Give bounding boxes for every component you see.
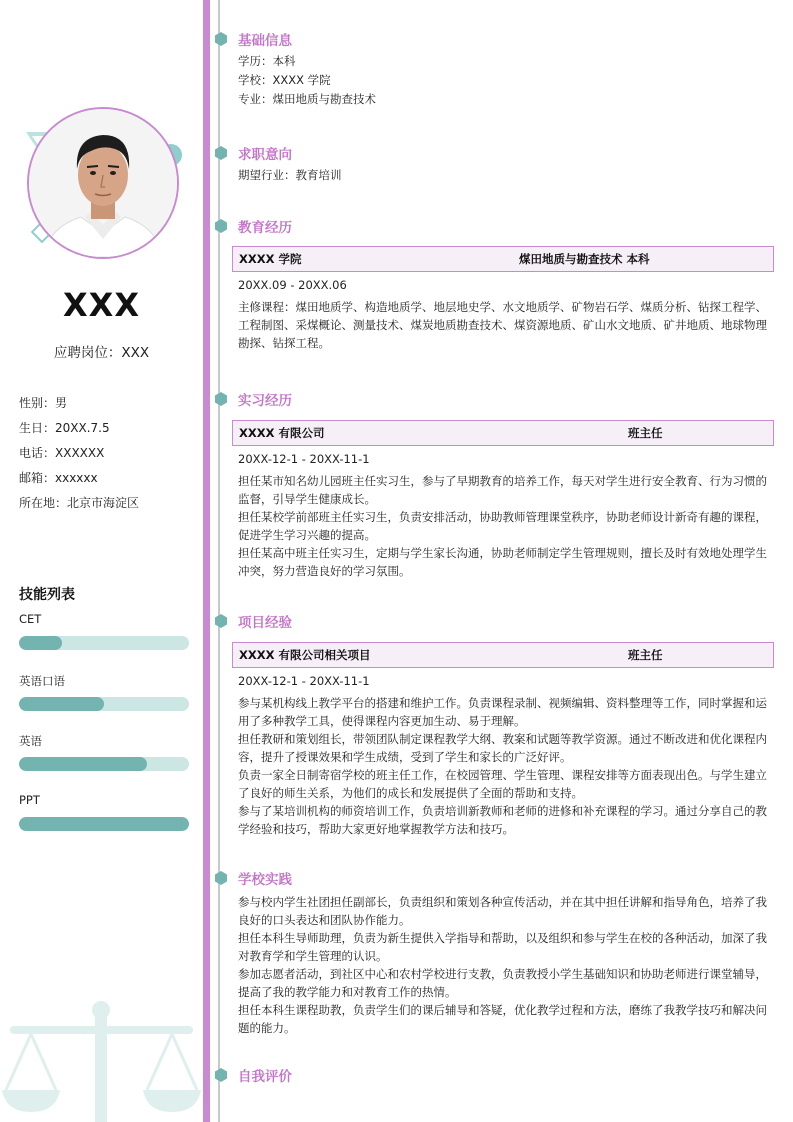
education-header-box xyxy=(232,246,774,272)
info-phone: 电话：XXXXXX xyxy=(19,446,105,460)
hexagon-bullet-icon xyxy=(214,1068,228,1082)
internship-content xyxy=(238,450,772,580)
section-title: 自我评价 xyxy=(238,1069,292,1085)
skill-progress-track xyxy=(19,636,189,650)
scale-balance-icon xyxy=(0,1000,203,1122)
section-title: 教育经历 xyxy=(238,220,292,236)
skill-label: PPT xyxy=(19,793,40,807)
section-header-self xyxy=(214,1065,292,1085)
skill-item xyxy=(19,793,189,831)
sidebar-divider-bar xyxy=(203,0,210,1122)
sidebar xyxy=(0,0,203,1122)
education-school: XXXX 学院 xyxy=(239,252,302,266)
hexagon-bullet-icon xyxy=(214,146,228,160)
practice-content xyxy=(238,893,772,1037)
section-title: 学校实践 xyxy=(238,872,292,888)
project-content xyxy=(238,672,772,838)
internship-company: XXXX 有限公司 xyxy=(239,426,325,440)
basic-info-content xyxy=(238,52,772,109)
skill-label: CET xyxy=(19,612,42,626)
intent-content xyxy=(238,166,772,185)
skill-progress-track xyxy=(19,817,189,831)
education-courses: 主修课程：煤田地质学、构造地质学、地层地史学、水文地质学、矿物岩石学、煤质分析、钻探工程学、工程制图、采煤概论、测量技术、煤炭地质勘查技术、煤资源地质、矿山水文地质、矿井地质、地球物理勘探、钻探工程。 xyxy=(238,300,767,350)
project-role: 班主任 xyxy=(628,648,663,662)
skill-progress-fill xyxy=(19,697,104,711)
skill-progress-track xyxy=(19,697,189,711)
personal-info xyxy=(19,393,139,518)
project-name: XXXX 有限公司相关项目 xyxy=(239,648,371,662)
project-item: 参与某机构线上教学平台的搭建和维护工作。负责课程录制、视频编辑、资料整理等工作，同时掌握和运用了多种教学工具，使得课程内容更加生动、易于理解。 xyxy=(238,696,767,728)
skill-progress-fill xyxy=(19,757,147,771)
expected-industry: 期望行业：教育培训 xyxy=(238,168,342,182)
section-title: 基础信息 xyxy=(238,33,292,49)
hexagon-bullet-icon xyxy=(214,871,228,885)
internship-item: 担任某校学前部班主任实习生，负责安排活动，协助教师管理课堂秩序，协助老师设计新奇有趣的课程，促进学生学习兴趣的提高。 xyxy=(238,510,767,542)
section-title: 项目经验 xyxy=(238,615,292,631)
timeline-line xyxy=(218,0,220,1122)
candidate-name: XXX xyxy=(62,286,140,324)
section-title: 实习经历 xyxy=(238,393,292,409)
project-item: 担任教研和策划组长，带领团队制定课程教学大纲、教案和试题等教学资源。通过不断改进和优化课程内容，提升了授课效果和学生成绩，受到了学生和家长的广泛好评。 xyxy=(238,732,767,764)
project-item: 负责一家全日制寄宿学校的班主任工作，在校园管理、学生管理、课程安排等方面表现出色。与学生建立了良好的师生关系，为他们的成长和发展提供了全面的帮助和支持。 xyxy=(238,768,767,800)
internship-item: 担任某市知名幼儿园班主任实习生，参与了早期教育的培养工作，每天对学生进行安全教育、行为习惯的监督，引导学生健康成长。 xyxy=(238,474,767,506)
section-header-basic xyxy=(214,29,292,49)
skill-label: 英语 xyxy=(19,734,42,748)
practice-item: 参与校内学生社团担任副部长，负责组织和策划各种宣传活动，并在其中担任讲解和指导角色，培养了我良好的口头表达和团队协作能力。 xyxy=(238,895,767,927)
info-location: 所在地：北京市海淀区 xyxy=(19,496,140,510)
project-period: 20XX-12-1 - 20XX-11-1 xyxy=(238,674,370,688)
section-header-education xyxy=(214,216,292,236)
education-period: 20XX.09 - 20XX.06 xyxy=(238,278,347,292)
section-header-practice xyxy=(214,868,292,888)
info-birthday: 生日：20XX.7.5 xyxy=(19,421,110,435)
skill-item xyxy=(19,612,189,650)
internship-item: 担任某高中班主任实习生，定期与学生家长沟通，协助老师制定学生管理规则，擅长及时有效地处理学生冲突，努力营造良好的学习氛围。 xyxy=(238,546,767,578)
skill-item xyxy=(19,673,189,711)
info-email: 邮箱：xxxxxx xyxy=(19,471,98,485)
section-title: 求职意向 xyxy=(238,147,292,163)
practice-item: 担任本科生课程助教，负责学生们的课后辅导和答疑，优化教学过程和方法，磨练了我教学技巧和解决问题的能力。 xyxy=(238,1003,767,1035)
major-name: 专业：煤田地质与勘查技术 xyxy=(238,92,376,106)
hexagon-bullet-icon xyxy=(214,219,228,233)
school-name: 学校：XXXX 学院 xyxy=(238,73,331,87)
skills-title: 技能列表 xyxy=(19,587,75,603)
education-level: 学历：本科 xyxy=(238,54,296,68)
section-header-intent xyxy=(214,143,292,163)
education-content xyxy=(238,276,772,352)
internship-role: 班主任 xyxy=(628,426,663,440)
practice-item: 参加志愿者活动，到社区中心和农村学校进行支教，负责教授小学生基础知识和协助老师进行课堂辅导，提高了我的教学能力和对教育工作的热情。 xyxy=(238,967,767,999)
skill-item xyxy=(19,733,189,771)
project-item: 参与了某培训机构的师资培训工作，负责培训新教师和老师的进修和补充课程的学习。通过分享自己的教学经验和技巧，帮助大家更好地掌握教学方法和技巧。 xyxy=(238,804,767,836)
skill-progress-track xyxy=(19,757,189,771)
education-major-degree: 煤田地质与勘查技术 本科 xyxy=(519,252,650,266)
internship-header-box xyxy=(232,420,774,446)
practice-item: 担任本科生导师助理，负责为新生提供入学指导和帮助，以及组织和参与学生在校的各种活动，加深了我对教育学和学生管理的认识。 xyxy=(238,931,767,963)
skill-label: 英语口语 xyxy=(19,674,65,688)
hexagon-bullet-icon xyxy=(214,614,228,628)
section-header-project xyxy=(214,611,292,631)
skill-progress-fill xyxy=(19,817,189,831)
info-gender: 性别：男 xyxy=(19,396,68,410)
project-header-box xyxy=(232,642,774,668)
hexagon-bullet-icon xyxy=(214,392,228,406)
skill-progress-fill xyxy=(19,636,62,650)
applied-position: 应聘岗位：XXX xyxy=(53,345,150,361)
section-header-internship xyxy=(214,389,292,409)
internship-period: 20XX-12-1 - 20XX-11-1 xyxy=(238,452,370,466)
avatar-photo xyxy=(27,107,179,259)
hexagon-bullet-icon xyxy=(214,32,228,46)
